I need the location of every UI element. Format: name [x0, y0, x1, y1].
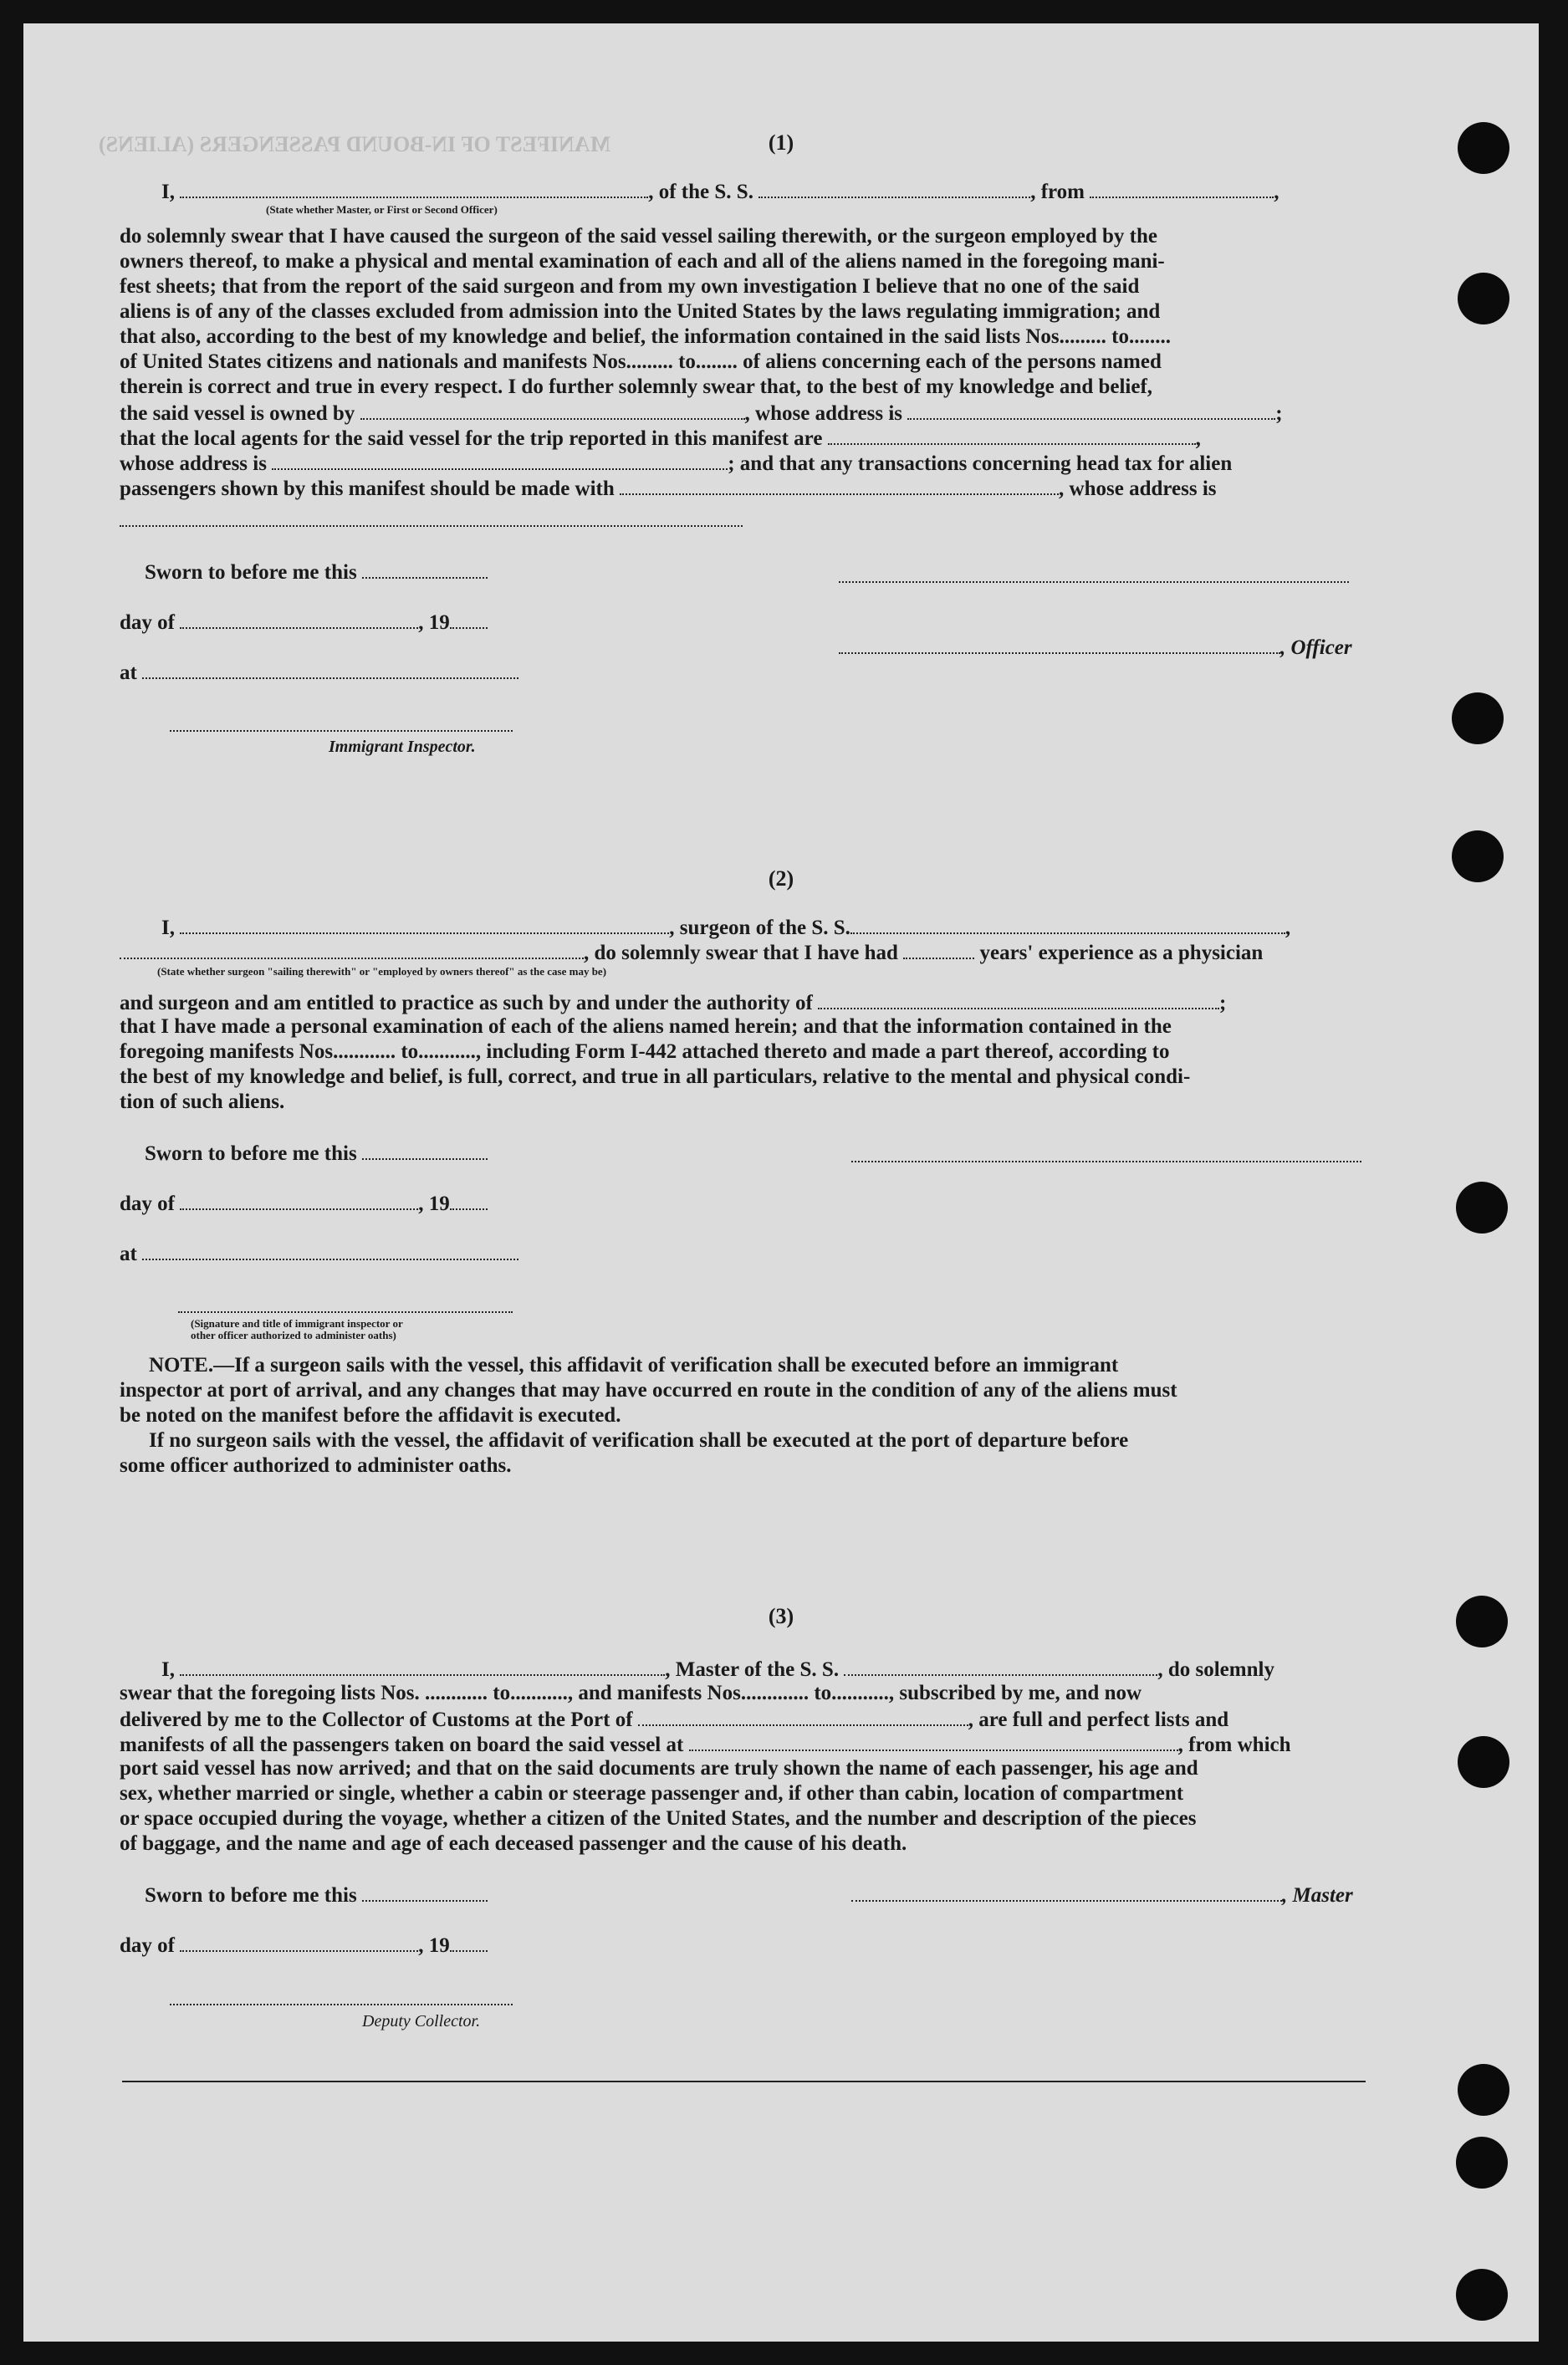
s3-master-label: , Master [1282, 1884, 1353, 1907]
s1-line-8: therein is correct and true in every respect. I do further solemnly swear that, to the best of my knowledge and belief, [120, 375, 1153, 398]
from-port-field[interactable] [1090, 178, 1274, 198]
s1-officer-sig-rule[interactable] [839, 581, 1349, 583]
s2-note-label: NOTE. [149, 1354, 214, 1377]
s1-line-9 [120, 400, 1283, 427]
authority-field[interactable] [818, 989, 1219, 1009]
s2-sig-note-2: other officer authorized to administer oaths) [191, 1329, 396, 1341]
s2-at-place-field[interactable] [142, 1240, 518, 1260]
s2-ship-name-field[interactable] [850, 914, 1285, 934]
s2-note-1c: be noted on the manifest before the affidavit is executed. [120, 1404, 621, 1427]
section-1-number: (1) [768, 130, 794, 155]
s2-line-4: that I have made a personal examination of each of the aliens named herein; and that the information contained in the [120, 1015, 1172, 1038]
s2-at [120, 1240, 518, 1267]
s1-inspector-sig-rule[interactable] [170, 730, 513, 732]
s1-line11-b: ; and that any transactions concerning head tax for alien [728, 452, 1233, 475]
s2-sworn-date-field[interactable] [362, 1140, 488, 1160]
s3-line-7: or space occupied during the voyage, whether a citizen of the United States, and the number and description of the pieces [120, 1807, 1197, 1830]
s1-line12-b: , whose address is [1059, 478, 1217, 500]
form-page [23, 23, 1539, 2342]
s1-line1-a: I, [161, 181, 175, 203]
bleed-through-header: MANIFEST OF IN-BOUND PASSENGERS (ALIENS) [99, 132, 611, 156]
surgeon-status-field[interactable] [120, 939, 584, 959]
s3-line-2: swear that the foregoing lists Nos. ............ to..........., and manifests Nos............. to..........., subscribed by me, and now [120, 1682, 1142, 1704]
s3-sworn-date-field[interactable] [362, 1882, 488, 1902]
s2-line-7: tion of such aliens. [120, 1091, 285, 1113]
s2-note-1a-text: —If a surgeon sails with the vessel, this affidavit of verification shall be executed before an immigrant [213, 1354, 1119, 1377]
s2-line-5: foregoing manifests Nos............ to..........., including Form I-442 attached thereto and made a part thereof, according to [120, 1040, 1170, 1063]
s1-note-under: (State whether Master, or First or Second Officer) [266, 203, 498, 216]
s1-para-1: do solemnly swear that I have caused the surgeon of the said vessel sailing therewith, or the surgeon employed by the [120, 225, 1157, 248]
s2-sworn-label: Sworn to before me this [145, 1142, 357, 1165]
s2-note-2a: If no surgeon sails with the vessel, the affidavit of verification shall be executed at the port of departure before [149, 1429, 1129, 1452]
s2-line-1 [161, 914, 1290, 941]
s3-line4-b: , from which [1177, 1734, 1291, 1756]
s1-line9-a: the said vessel is owned by [120, 402, 355, 425]
s2-line1-a: I, [161, 917, 175, 939]
s1-line1-b: , of the S. S. [648, 181, 753, 203]
s3-nineteen: , 19 [418, 1934, 450, 1957]
s2-year-field[interactable] [450, 1190, 488, 1210]
s3-line-3 [120, 1706, 1228, 1733]
s3-deputy-sig-rule[interactable] [170, 2004, 513, 2005]
s1-line12-a: passengers shown by this manifest should be made with [120, 478, 615, 500]
s3-line4-a: manifests of all the passengers taken on board the said vessel at [120, 1734, 684, 1756]
surgeon-name-field[interactable] [180, 914, 669, 934]
s3-line3-b: , are full and perfect lists and [968, 1709, 1229, 1731]
port-of-arrival-field[interactable] [638, 1706, 968, 1726]
punch-hole [1456, 1182, 1508, 1234]
s2-line1-b: , surgeon of the S. S. [669, 917, 850, 939]
s3-line-5: port said vessel has now arrived; and that on the said documents are truly shown the name of each passenger, his age and [120, 1757, 1198, 1780]
s3-line-8: of baggage, and the name and age of each deceased passenger and the cause of his death. [120, 1832, 907, 1855]
s2-note-1b: inspector at port of arrival, and any changes that may have occurred en route in the condition of any of the aliens must [120, 1379, 1177, 1402]
s1-para-3: fest sheets; that from the report of the said surgeon and from my own investigation I believe that no one of the said [120, 275, 1140, 298]
s3-line3-a: delivered by me to the Collector of Customs at the Port of [120, 1709, 633, 1731]
s2-line2-b: years' experience as a physician [979, 942, 1264, 964]
s1-line-1: I, , of the S. S. , from , [161, 178, 1395, 205]
s2-line-2 [120, 939, 1263, 966]
s1-line10-a: that the local agents for the said vessel for the trip reported in this manifest are [120, 427, 823, 450]
s1-day-month-field[interactable] [180, 609, 418, 629]
s2-day-of [120, 1190, 488, 1217]
s1-line9-c: ; [1275, 402, 1283, 425]
s3-line1-b: , Master of the S. S. [665, 1658, 840, 1681]
head-tax-party-field[interactable] [620, 475, 1059, 495]
s2-line-6: the best of my knowledge and belief, is full, correct, and true in all particulars, relative to the mental and physical condi- [120, 1065, 1191, 1088]
s1-sworn [145, 559, 488, 585]
s1-line10-b: , [1195, 427, 1201, 450]
s3-sworn-label: Sworn to before me this [145, 1884, 357, 1907]
s2-line1-c: , [1285, 917, 1291, 939]
s1-line-10 [120, 425, 1201, 452]
master-field[interactable] [180, 178, 648, 198]
punch-hole [1458, 2064, 1509, 2116]
s2-line3-a: and surgeon and am entitled to practice as such by and under the authority of [120, 992, 813, 1014]
s1-day-of-label: day of [120, 611, 175, 634]
s1-officer-name-field[interactable] [839, 634, 1280, 654]
punch-hole [1456, 2269, 1508, 2321]
s1-para-4: aliens is of any of the classes excluded from admission into the United States by the laws regulating immigration; and [120, 300, 1161, 323]
owner-address-field[interactable] [907, 400, 1275, 420]
s2-line3-b: ; [1219, 992, 1227, 1014]
s1-line11-a: whose address is [120, 452, 267, 475]
s2-line2-a: , do solemnly swear that I have had [584, 942, 898, 964]
s2-note-under: (State whether surgeon "sailing therewith" or "employed by owners thereof" as the case may be) [157, 965, 607, 978]
s1-address-rule[interactable] [120, 525, 743, 527]
punch-hole [1458, 1736, 1509, 1788]
s3-day-month-field[interactable] [180, 1932, 418, 1952]
s1-day-of [120, 609, 488, 636]
s1-para-2: owners thereof, to make a physical and mental examination of each and all of the aliens named in the foregoing mani- [120, 250, 1165, 273]
s3-line1-c: , do solemnly [1157, 1658, 1274, 1681]
punch-hole [1456, 2137, 1508, 2189]
s3-ship-name-field[interactable] [844, 1656, 1157, 1676]
agents-address-field[interactable] [272, 450, 728, 470]
s3-master [851, 1882, 1353, 1908]
section-3-number: (3) [768, 1604, 794, 1628]
s2-sworn [145, 1140, 488, 1167]
s2-inspector-sig-rule[interactable] [178, 1311, 513, 1313]
years-experience-field[interactable] [903, 939, 974, 959]
s3-sworn [145, 1882, 488, 1908]
s3-year-field[interactable] [450, 1932, 488, 1952]
s2-note-1a [149, 1353, 1118, 1378]
local-agents-field[interactable] [828, 425, 1196, 445]
s1-nineteen: , 19 [418, 611, 450, 634]
s2-day-month-field[interactable] [180, 1190, 418, 1210]
section-2-number: (2) [768, 866, 794, 891]
s3-line-1 [161, 1656, 1274, 1683]
s1-line1-c: , from [1030, 181, 1085, 203]
s2-sig-note-1: (Signature and title of immigrant inspector or [191, 1317, 403, 1330]
s3-deputy-label: Deputy Collector. [362, 2012, 481, 2030]
s2-at-label: at [120, 1243, 137, 1265]
s1-at-label: at [120, 661, 137, 684]
punch-hole [1458, 273, 1509, 324]
s1-line9-b: , whose address is [744, 402, 903, 425]
s3-line1-a: I, [161, 1658, 175, 1681]
s2-surgeon-sig-rule[interactable] [851, 1161, 1361, 1162]
s1-sworn-label: Sworn to before me this [145, 561, 357, 584]
port-of-departure-field[interactable] [689, 1731, 1178, 1751]
s2-line-3 [120, 989, 1226, 1016]
ship-name-field[interactable] [758, 178, 1030, 198]
s3-day-of-label: day of [120, 1934, 175, 1957]
s1-at-place-field[interactable] [142, 659, 518, 679]
s1-officer-label: , Officer [1280, 636, 1352, 659]
s1-year-field[interactable] [450, 609, 488, 629]
s1-line-11 [120, 450, 1232, 477]
s3-line-6: sex, whether married or single, whether a cabin or steerage passenger and, if other than cabin, location of compartment [120, 1782, 1184, 1805]
s2-day-of-label: day of [120, 1193, 175, 1215]
s1-para-5: that also, according to the best of my knowledge and belief, the information contained in the said lists Nos......... to........ [120, 325, 1171, 348]
s3-day-of [120, 1932, 488, 1959]
s3-line-4 [120, 1731, 1291, 1758]
s2-nineteen: , 19 [418, 1193, 450, 1215]
s1-sworn-date-field[interactable] [362, 559, 488, 579]
s1-line-12 [120, 475, 1217, 502]
s3-master-name-field[interactable] [180, 1656, 665, 1676]
s1-at [120, 659, 518, 686]
s3-master-sig-field[interactable] [851, 1882, 1282, 1902]
s1-line-7: of United States citizens and nationals and manifests Nos......... to........ of aliens concerning each of the persons named [120, 350, 1162, 373]
punch-hole [1452, 692, 1504, 744]
s1-officer [839, 634, 1352, 661]
s2-note-2b: some officer authorized to administer oaths. [120, 1454, 512, 1477]
s1-inspector-label: Immigrant Inspector. [329, 738, 476, 756]
bottom-rule [122, 2081, 1366, 2082]
owner-field[interactable] [360, 400, 745, 420]
